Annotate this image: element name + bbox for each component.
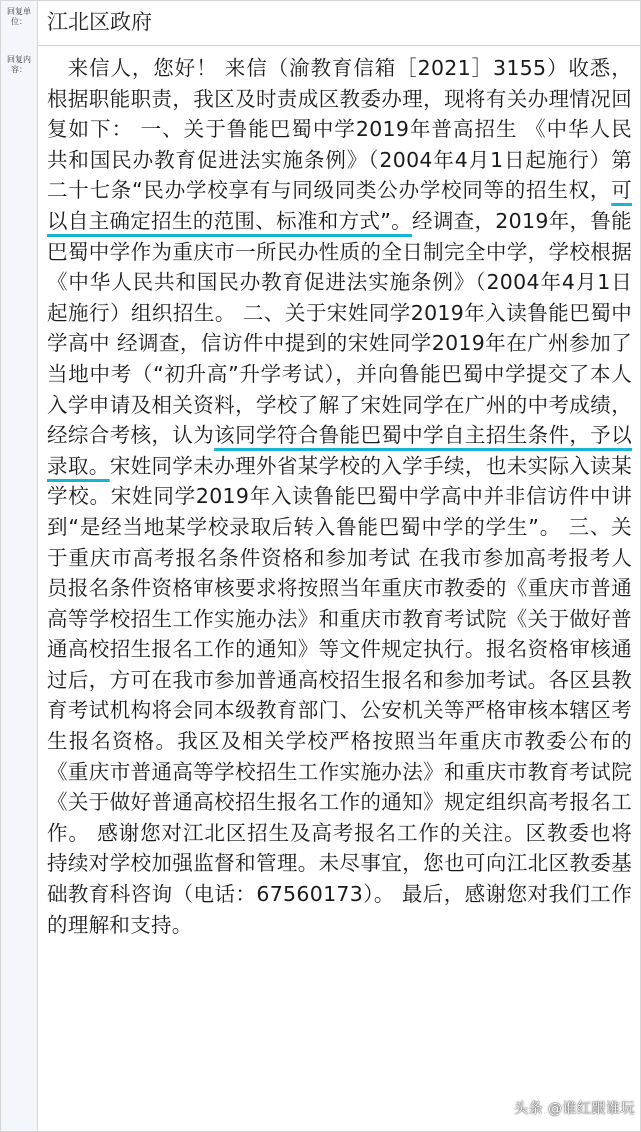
reply-content-label-cell xyxy=(1,45,38,1131)
reply-content-row xyxy=(1,45,640,1131)
reply-content-text xyxy=(47,53,632,940)
highlighted-text-2: 该同学符合鲁能巴蜀中学自主招生条件，予以录取。 xyxy=(47,423,632,478)
reply-unit-row xyxy=(1,1,640,46)
reply-unit-label: 回复单位： xyxy=(7,7,31,26)
watermark: 头条 @谁红跟谁玩 xyxy=(514,1101,635,1117)
reply-text-part-2: 经调查，2019年，鲁能巴蜀中学作为重庆市一所民办性质的全日制完全中学，学校根据《中华人民共和国民办教育促进法实施条例》（2004年4月1日起施行）组织招生。 二、关于宋姓同学2019年入读鲁能巴蜀中学高中 经调查，信访件中提到的宋姓同学2019年在广州参加了当地中考（“初升高”升学考试），并向鲁能巴蜀中学提交了本人入学申请及相关资料，学校了解了宋姓同学在广州的中考成绩，经综合考核，认为 xyxy=(47,208,632,448)
reply-text-part-1: 来信人，您好！ 来信（渝教育信箱［2021］3155）收悉，根据职能职责，我区及时责成区教委办理，现将有关办理情况回复如下： 一、关于鲁能巴蜀中学2019年普高招生 《中华人民共和国民办教育促进法实施条例》（2004年4月1日起施行）第二十七条“民办学校享有与同级同类公办学校同等的招生权， xyxy=(47,56,632,203)
reply-text-part-3: 宋姓同学未办理外省某学校的入学手续，也未实际入读某学校。宋姓同学2019年入读鲁能巴蜀中学高中并非信访件中讲到“是经当地某学校录取后转入鲁能巴蜀中学的学生”。 三、关于重庆市高考报名条件资格和参加考试 在我市参加高考报考人员报名条件资格审核要求将按照当年重庆市教委的《重庆市普通高等学校招生工作实施办法》和重庆市教育考试院《关于做好普通高校招生报名工作的通知》等文件规定执行。报名资格审核通过后，方可在我市参加普通高校招生报名和参加考试。各区县教育考试机构将会同本级教育部门、公安机关等严格审核本辖区考生报名资格。我区及相关学校严格按照当年重庆市教委公布的《重庆市普通高等学校招生工作实施办法》和重庆市教育考试院《关于做好普通高校招生报名工作的通知》规定组织高考报名工作。 感谢您对江北区招生及高考报名工作的关注。区教委也将持续对学校加强监督和管理。未尽事宜，您也可向江北区教委基础教育科咨询（电话：67560173）。 最后，感谢您对我们工作的理解和支持。 xyxy=(47,453,633,937)
reply-content-label: 回复内容： xyxy=(7,55,31,74)
reply-unit-label-cell xyxy=(1,1,38,45)
reply-unit-value: 江北区政府 xyxy=(47,10,152,34)
highlighted-text-1: 可以自主确定招生的范围、标准和方式”。 xyxy=(47,178,632,233)
